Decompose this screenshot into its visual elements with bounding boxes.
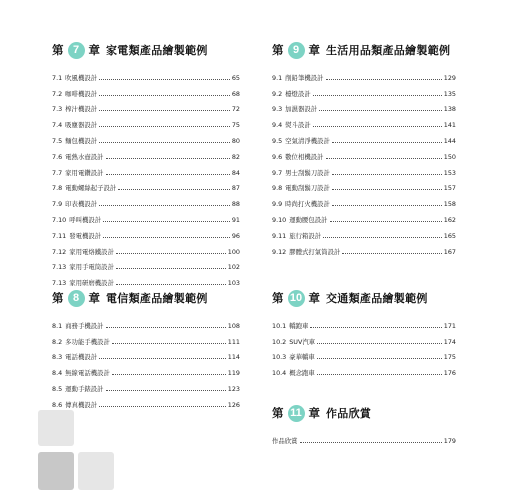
page-number: 141 xyxy=(443,121,456,130)
page-number: 157 xyxy=(443,184,456,193)
section-label: 呼叫機設計 xyxy=(69,215,102,224)
dot-leader xyxy=(99,358,226,359)
page-number: 68 xyxy=(231,89,240,98)
section-label: 家用電鑽設計 xyxy=(65,168,104,177)
section-label: 空氣清淨機設計 xyxy=(285,136,330,145)
dot-leader xyxy=(332,174,442,175)
section-label: 加濕器設計 xyxy=(285,105,318,114)
page-number: 162 xyxy=(443,215,456,224)
section-label: 轎跑車 xyxy=(289,321,309,330)
page-number: 126 xyxy=(227,400,240,409)
chapter-title: 電信類產品繪製範例 xyxy=(106,292,208,305)
dot-leader xyxy=(317,358,442,359)
toc-entry[interactable] xyxy=(52,330,240,346)
dot-leader xyxy=(323,237,442,238)
section-label: SUV汽車 xyxy=(289,337,316,346)
section-label: 家用電烙鐵設計 xyxy=(69,247,114,256)
page-number: 87 xyxy=(231,184,240,193)
dot-leader xyxy=(313,95,442,96)
dot-leader xyxy=(99,79,230,80)
toc-entry[interactable] xyxy=(272,429,456,445)
section-number: 7.7 xyxy=(52,168,63,177)
section-label: 男士刮鬍刀設計 xyxy=(285,168,330,177)
toc-entry[interactable] xyxy=(52,240,240,256)
section-label: 發電機設計 xyxy=(69,231,102,240)
chapter-heading xyxy=(52,288,240,308)
chapter-prefix: 第 xyxy=(52,291,64,305)
toc-entry[interactable] xyxy=(52,113,240,129)
section-number: 9.4 xyxy=(272,121,283,130)
chapter-title: 生活用品類產品繪製範例 xyxy=(326,44,451,57)
dot-leader xyxy=(317,374,442,375)
toc-entry[interactable] xyxy=(52,346,240,362)
section-label: 數位相機設計 xyxy=(285,152,324,161)
section-label: 多功能手機設計 xyxy=(65,337,110,346)
section-number: 9.9 xyxy=(272,200,283,209)
dot-leader xyxy=(106,327,226,328)
page-number: 135 xyxy=(443,89,456,98)
section-label: 電動刮鬍刀設計 xyxy=(285,184,330,193)
page-number: 108 xyxy=(227,321,240,330)
dot-leader xyxy=(342,253,441,254)
section-label: 電熱水壺設計 xyxy=(65,152,104,161)
section-number: 7.13 xyxy=(52,263,67,272)
section-number: 9.10 xyxy=(272,215,287,224)
section-number: 9.11 xyxy=(272,231,287,240)
page-number: 174 xyxy=(443,337,456,346)
toc-entry[interactable] xyxy=(52,314,240,330)
section-label: 電動螺絲起子設計 xyxy=(65,184,117,193)
section-label: 熨斗設計 xyxy=(285,121,311,130)
section-label: 旅行箱設計 xyxy=(289,231,322,240)
section-number: 7.13 xyxy=(52,279,67,288)
chapter-11 xyxy=(272,403,456,445)
section-number: 7.1 xyxy=(52,73,63,82)
chapter-title: 家電類產品繪製範例 xyxy=(106,44,208,57)
dot-leader xyxy=(300,442,442,443)
page-number: 150 xyxy=(443,152,456,161)
toc-entry[interactable] xyxy=(272,66,456,82)
toc-entry[interactable] xyxy=(52,129,240,145)
toc-entry[interactable] xyxy=(272,129,456,145)
section-label: 作品欣賞 xyxy=(272,436,298,445)
chapter-7 xyxy=(52,40,240,287)
chapter-number-badge: 9 xyxy=(288,42,305,59)
toc-entry[interactable] xyxy=(52,66,240,82)
toc-entry[interactable] xyxy=(272,346,456,362)
dot-leader xyxy=(313,126,442,127)
section-number: 7.4 xyxy=(52,121,63,130)
page-number: 176 xyxy=(443,369,456,378)
toc-entry[interactable] xyxy=(52,256,240,272)
toc-entry[interactable] xyxy=(52,98,240,114)
section-label: 膠體式打氣筒設計 xyxy=(289,247,341,256)
section-number: 7.8 xyxy=(52,184,63,193)
toc-entry[interactable] xyxy=(272,82,456,98)
chapter-number-badge: 10 xyxy=(288,290,305,307)
decorative-square-bottom-right xyxy=(78,452,114,490)
page-number: 179 xyxy=(443,436,456,445)
chapter-title: 作品欣賞 xyxy=(326,407,372,420)
decorative-square-top xyxy=(38,410,74,446)
section-number: 9.3 xyxy=(272,105,283,114)
page-number: 84 xyxy=(231,168,240,177)
section-label: 概念跑車 xyxy=(289,369,315,378)
page-number: 65 xyxy=(231,73,240,82)
dot-leader xyxy=(116,268,226,269)
section-number: 9.2 xyxy=(272,89,283,98)
page-number: 100 xyxy=(227,247,240,256)
section-label: 吹風機設計 xyxy=(65,73,98,82)
section-number: 9.8 xyxy=(272,184,283,193)
page-number: 111 xyxy=(227,337,240,346)
section-label: 吸塵器設計 xyxy=(65,121,98,130)
section-number: 10.4 xyxy=(272,369,287,378)
section-number: 7.5 xyxy=(52,136,63,145)
dot-leader xyxy=(310,327,441,328)
page-number: 123 xyxy=(227,384,240,393)
dot-leader xyxy=(112,374,226,375)
chapter-heading xyxy=(52,40,240,60)
page-number: 153 xyxy=(443,168,456,177)
chapter-title: 交通類產品繪製範例 xyxy=(326,292,428,305)
chapter-heading xyxy=(272,403,456,423)
dot-leader xyxy=(319,110,442,111)
dot-leader xyxy=(332,189,442,190)
chapter-suffix: 章 xyxy=(88,43,100,57)
section-label: 咖啡機設計 xyxy=(65,89,98,98)
toc-entry[interactable] xyxy=(272,240,456,256)
dot-leader xyxy=(99,142,230,143)
section-number: 7.3 xyxy=(52,105,63,114)
decorative-square-bottom-left xyxy=(38,452,74,490)
page-number: 167 xyxy=(443,247,456,256)
section-number: 10.2 xyxy=(272,337,287,346)
dot-leader xyxy=(99,110,230,111)
chapter-suffix: 章 xyxy=(308,291,320,305)
section-number: 7.9 xyxy=(52,200,63,209)
chapter-prefix: 第 xyxy=(272,406,284,420)
toc-entry[interactable] xyxy=(272,98,456,114)
toc-entry[interactable] xyxy=(52,208,240,224)
section-label: 運動手錶設計 xyxy=(65,384,104,393)
dot-leader xyxy=(103,237,230,238)
dot-leader xyxy=(330,221,442,222)
page-number: 88 xyxy=(231,200,240,209)
section-label: 印表機設計 xyxy=(65,200,98,209)
toc-entry[interactable] xyxy=(52,377,240,393)
section-number: 10.3 xyxy=(272,353,287,362)
section-number: 9.5 xyxy=(272,136,283,145)
chapter-number-badge: 7 xyxy=(68,42,85,59)
toc-entry[interactable] xyxy=(52,271,240,287)
dot-leader xyxy=(99,406,226,407)
dot-leader xyxy=(103,221,230,222)
page-number: 72 xyxy=(231,105,240,114)
chapter-heading xyxy=(272,288,456,308)
chapter-suffix: 章 xyxy=(88,291,100,305)
toc-entry[interactable] xyxy=(52,161,240,177)
toc-entry[interactable] xyxy=(52,393,240,409)
section-label: 運動腰包設計 xyxy=(289,215,328,224)
page-number: 75 xyxy=(231,121,240,130)
section-label: 削鉛筆機設計 xyxy=(285,73,324,82)
page-number: 91 xyxy=(231,215,240,224)
section-label: 電話機設計 xyxy=(65,353,98,362)
toc-entry[interactable] xyxy=(272,161,456,177)
chapter-9 xyxy=(272,40,456,256)
toc-entry[interactable] xyxy=(272,145,456,161)
section-number: 10.1 xyxy=(272,321,287,330)
dot-leader xyxy=(106,390,226,391)
dot-leader xyxy=(106,158,230,159)
page-number: 103 xyxy=(227,279,240,288)
section-number: 9.7 xyxy=(272,168,283,177)
section-label: 家用手電筒設計 xyxy=(69,263,114,272)
toc-entry[interactable] xyxy=(52,361,240,377)
section-label: 時尚打火機設計 xyxy=(285,200,330,209)
section-number: 7.2 xyxy=(52,89,63,98)
section-label: 無線電話機設計 xyxy=(65,369,110,378)
section-number: 8.1 xyxy=(52,321,63,330)
page-number: 129 xyxy=(443,73,456,82)
section-number: 8.6 xyxy=(52,400,63,409)
toc-entry[interactable] xyxy=(272,361,456,377)
page-number: 144 xyxy=(443,136,456,145)
page-number: 158 xyxy=(443,200,456,209)
dot-leader xyxy=(112,343,226,344)
toc-entry[interactable] xyxy=(272,192,456,208)
chapter-prefix: 第 xyxy=(272,43,284,57)
section-number: 8.3 xyxy=(52,353,63,362)
toc-entry[interactable] xyxy=(52,177,240,193)
dot-leader xyxy=(106,174,230,175)
section-label: 傳真機設計 xyxy=(65,400,98,409)
section-number: 9.1 xyxy=(272,73,283,82)
page-number: 165 xyxy=(443,231,456,240)
toc-entry[interactable] xyxy=(52,82,240,98)
section-number: 9.12 xyxy=(272,247,287,256)
section-label: 商務手機設計 xyxy=(65,321,104,330)
section-number: 7.12 xyxy=(52,247,67,256)
toc-entry[interactable] xyxy=(272,330,456,346)
chapter-8 xyxy=(52,288,240,409)
chapter-number-badge: 11 xyxy=(288,405,305,422)
toc-entry[interactable] xyxy=(272,208,456,224)
chapter-10 xyxy=(272,288,456,377)
toc-entry[interactable] xyxy=(272,113,456,129)
page-number: 80 xyxy=(231,136,240,145)
dot-leader xyxy=(116,284,226,285)
toc-entry[interactable] xyxy=(272,314,456,330)
section-label: 榨汁機設計 xyxy=(65,105,98,114)
section-label: 麵包機設計 xyxy=(65,136,98,145)
section-number: 7.11 xyxy=(52,231,67,240)
dot-leader xyxy=(99,95,230,96)
page-number: 114 xyxy=(227,353,240,362)
dot-leader xyxy=(99,126,230,127)
chapter-suffix: 章 xyxy=(308,43,320,57)
page-number: 175 xyxy=(443,353,456,362)
section-label: 檯燈設計 xyxy=(285,89,311,98)
section-number: 7.10 xyxy=(52,215,67,224)
page-number: 119 xyxy=(227,369,240,378)
chapter-number-badge: 8 xyxy=(68,290,85,307)
page-number: 171 xyxy=(443,321,456,330)
dot-leader xyxy=(326,158,442,159)
page-number: 102 xyxy=(227,263,240,272)
toc-entry[interactable] xyxy=(272,224,456,240)
chapter-prefix: 第 xyxy=(272,291,284,305)
section-number: 9.6 xyxy=(272,152,283,161)
dot-leader xyxy=(326,79,442,80)
dot-leader xyxy=(116,253,226,254)
toc-entry[interactable] xyxy=(272,177,456,193)
dot-leader xyxy=(317,343,442,344)
section-number: 8.5 xyxy=(52,384,63,393)
toc-entry[interactable] xyxy=(52,145,240,161)
section-number: 7.6 xyxy=(52,152,63,161)
dot-leader xyxy=(118,189,230,190)
chapter-suffix: 章 xyxy=(308,406,320,420)
chapter-prefix: 第 xyxy=(52,43,64,57)
dot-leader xyxy=(99,205,230,206)
toc-entry[interactable] xyxy=(52,224,240,240)
section-number: 8.2 xyxy=(52,337,63,346)
dot-leader xyxy=(332,205,442,206)
chapter-heading xyxy=(272,40,456,60)
section-label: 豪華轎車 xyxy=(289,353,315,362)
section-number: 8.4 xyxy=(52,369,63,378)
section-label: 家用研磨機設計 xyxy=(69,279,114,288)
page-number: 96 xyxy=(231,231,240,240)
page-number: 138 xyxy=(443,105,456,114)
dot-leader xyxy=(332,142,442,143)
toc-entry[interactable] xyxy=(52,192,240,208)
page-number: 82 xyxy=(231,152,240,161)
